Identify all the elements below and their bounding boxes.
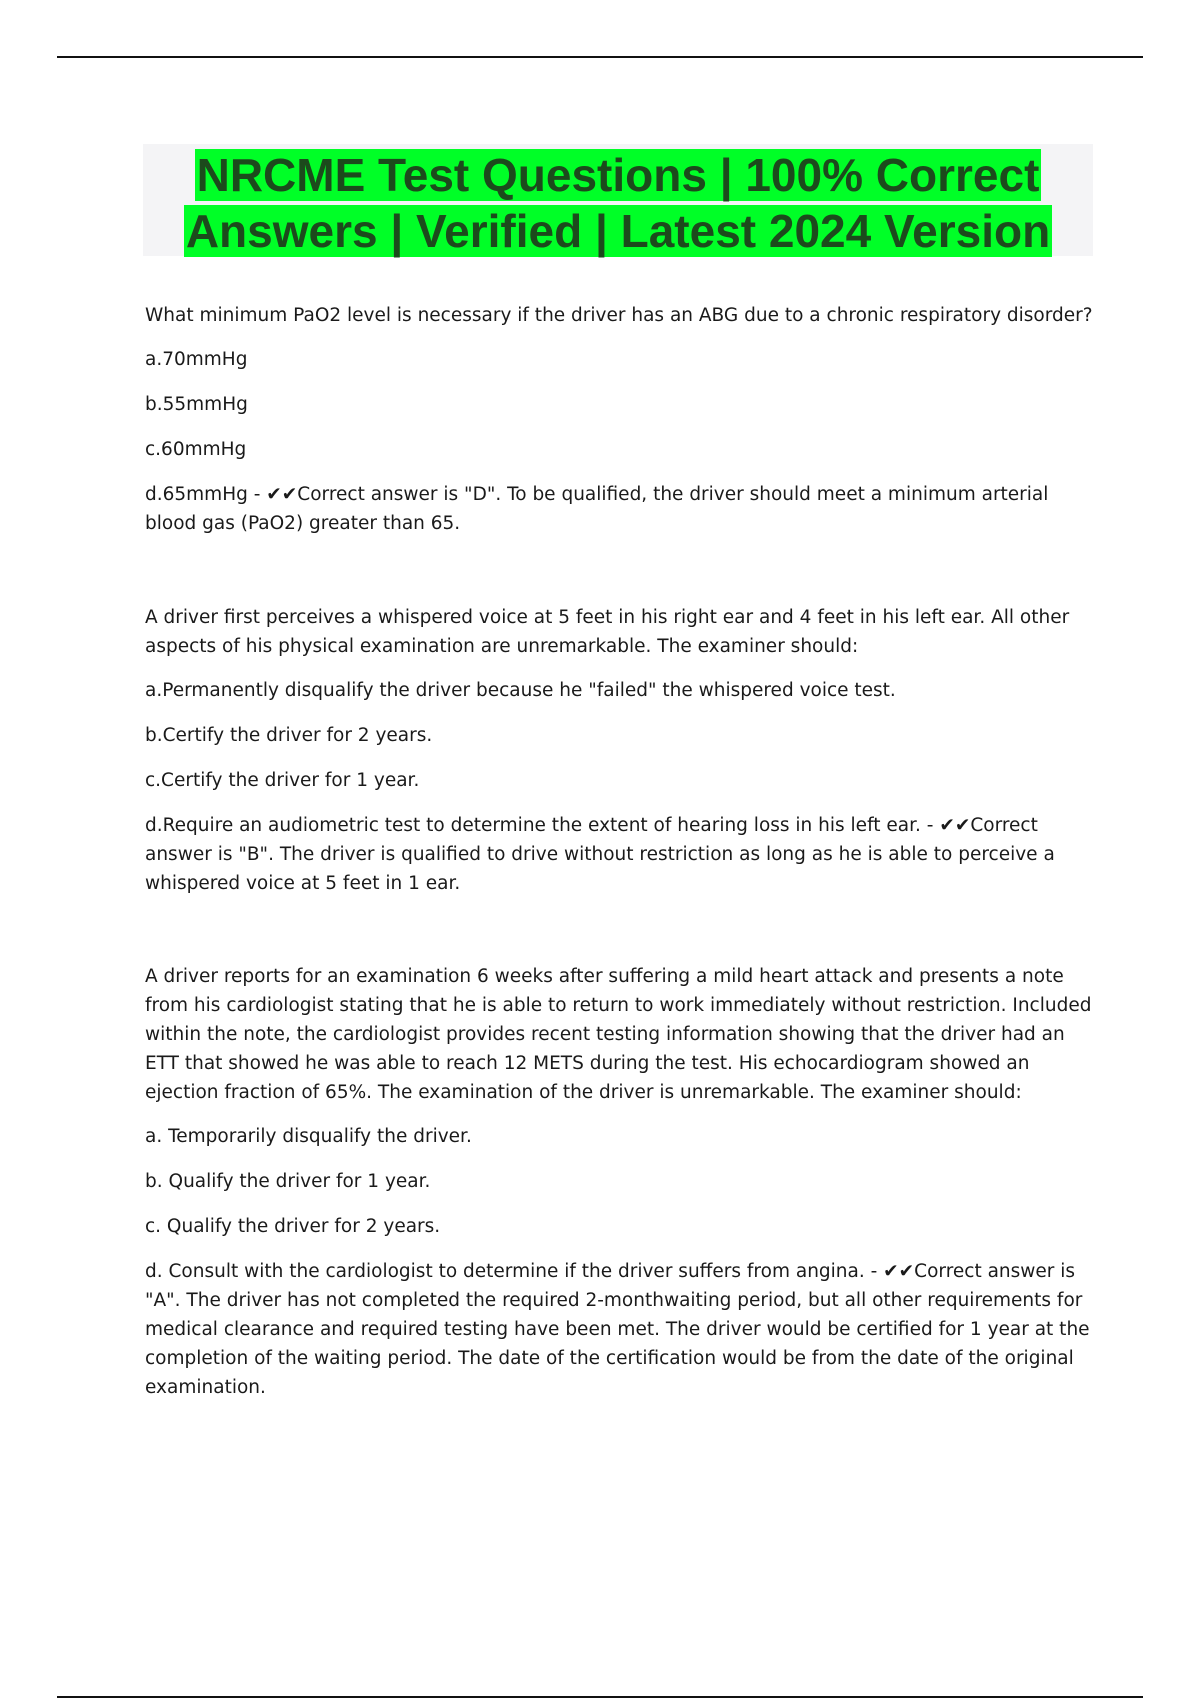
answer-option: c.Certify the driver for 1 year. [145, 770, 420, 791]
answer-option: b.Certify the driver for 2 years. [145, 725, 433, 746]
answer-option: b. Qualify the driver for 1 year. [145, 1171, 431, 1192]
answer-option: a. Temporarily disqualify the driver. [145, 1126, 472, 1147]
title-line-1: NRCME Test Questions | 100% Correct [196, 149, 1040, 201]
title-banner [143, 144, 1093, 256]
page-title [143, 144, 1093, 259]
top-divider [57, 56, 1143, 58]
question-block [145, 603, 1095, 898]
question-spacer [145, 898, 1095, 962]
bottom-divider [57, 1696, 1143, 1698]
answer-option: c.60mmHg [145, 439, 247, 460]
answer-option-with-explanation: d.Require an audiometric test to determine the extent of hearing loss in his left ear. - ✔✔Correct answer is "B". The driver is qualified to drive without restriction as long as he is able to perceive a whispered voice at 5 feet in 1 ear. [145, 815, 1055, 894]
answer-option: a.Permanently disqualify the driver because he "failed" the whispered voice test. [145, 680, 896, 701]
answer-option: a.70mmHg [145, 349, 248, 370]
title-line-2: Answers | Verified | Latest 2024 Version [185, 205, 1051, 257]
questions-body [145, 301, 1095, 1402]
answer-option-with-explanation: d.65mmHg - ✔✔Correct answer is "D". To be qualified, the driver should meet a minimum arterial blood gas (PaO2) greater than 65. [145, 484, 1049, 534]
question-stem: A driver reports for an examination 6 weeks after suffering a mild heart attack and presents a note from his cardiologist stating that he is able to return to work immediately without restriction. Included within the note, the cardiologist provides recent testing information showing that the driver had an ETT that showed he was able to reach 12 METS during the test. His echocardiogram showed an ejection fraction of 65%. The examination of the driver is unremarkable. The examiner should: [145, 966, 1092, 1103]
answer-option: b.55mmHg [145, 394, 248, 415]
question-block [145, 962, 1095, 1402]
answer-option-with-explanation: d. Consult with the cardiologist to determine if the driver suffers from angina. - ✔✔Correct answer is "A". The driver has not completed the required 2-monthwaiting period, but all other requirements for medical clearance and required testing have been met. The driver would be certified for 1 year at the completion of the waiting period. The date of the certification would be from the date of the original examination. [145, 1261, 1090, 1398]
question-spacer [145, 538, 1095, 603]
answer-option: c. Qualify the driver for 2 years. [145, 1216, 441, 1237]
question-block [145, 301, 1095, 538]
question-stem: What minimum PaO2 level is necessary if the driver has an ABG due to a chronic respiratory disorder? [145, 305, 1093, 326]
question-stem: A driver first perceives a whispered voice at 5 feet in his right ear and 4 feet in his left ear. All other aspects of his physical examination are unremarkable. The examiner should: [145, 607, 1070, 657]
